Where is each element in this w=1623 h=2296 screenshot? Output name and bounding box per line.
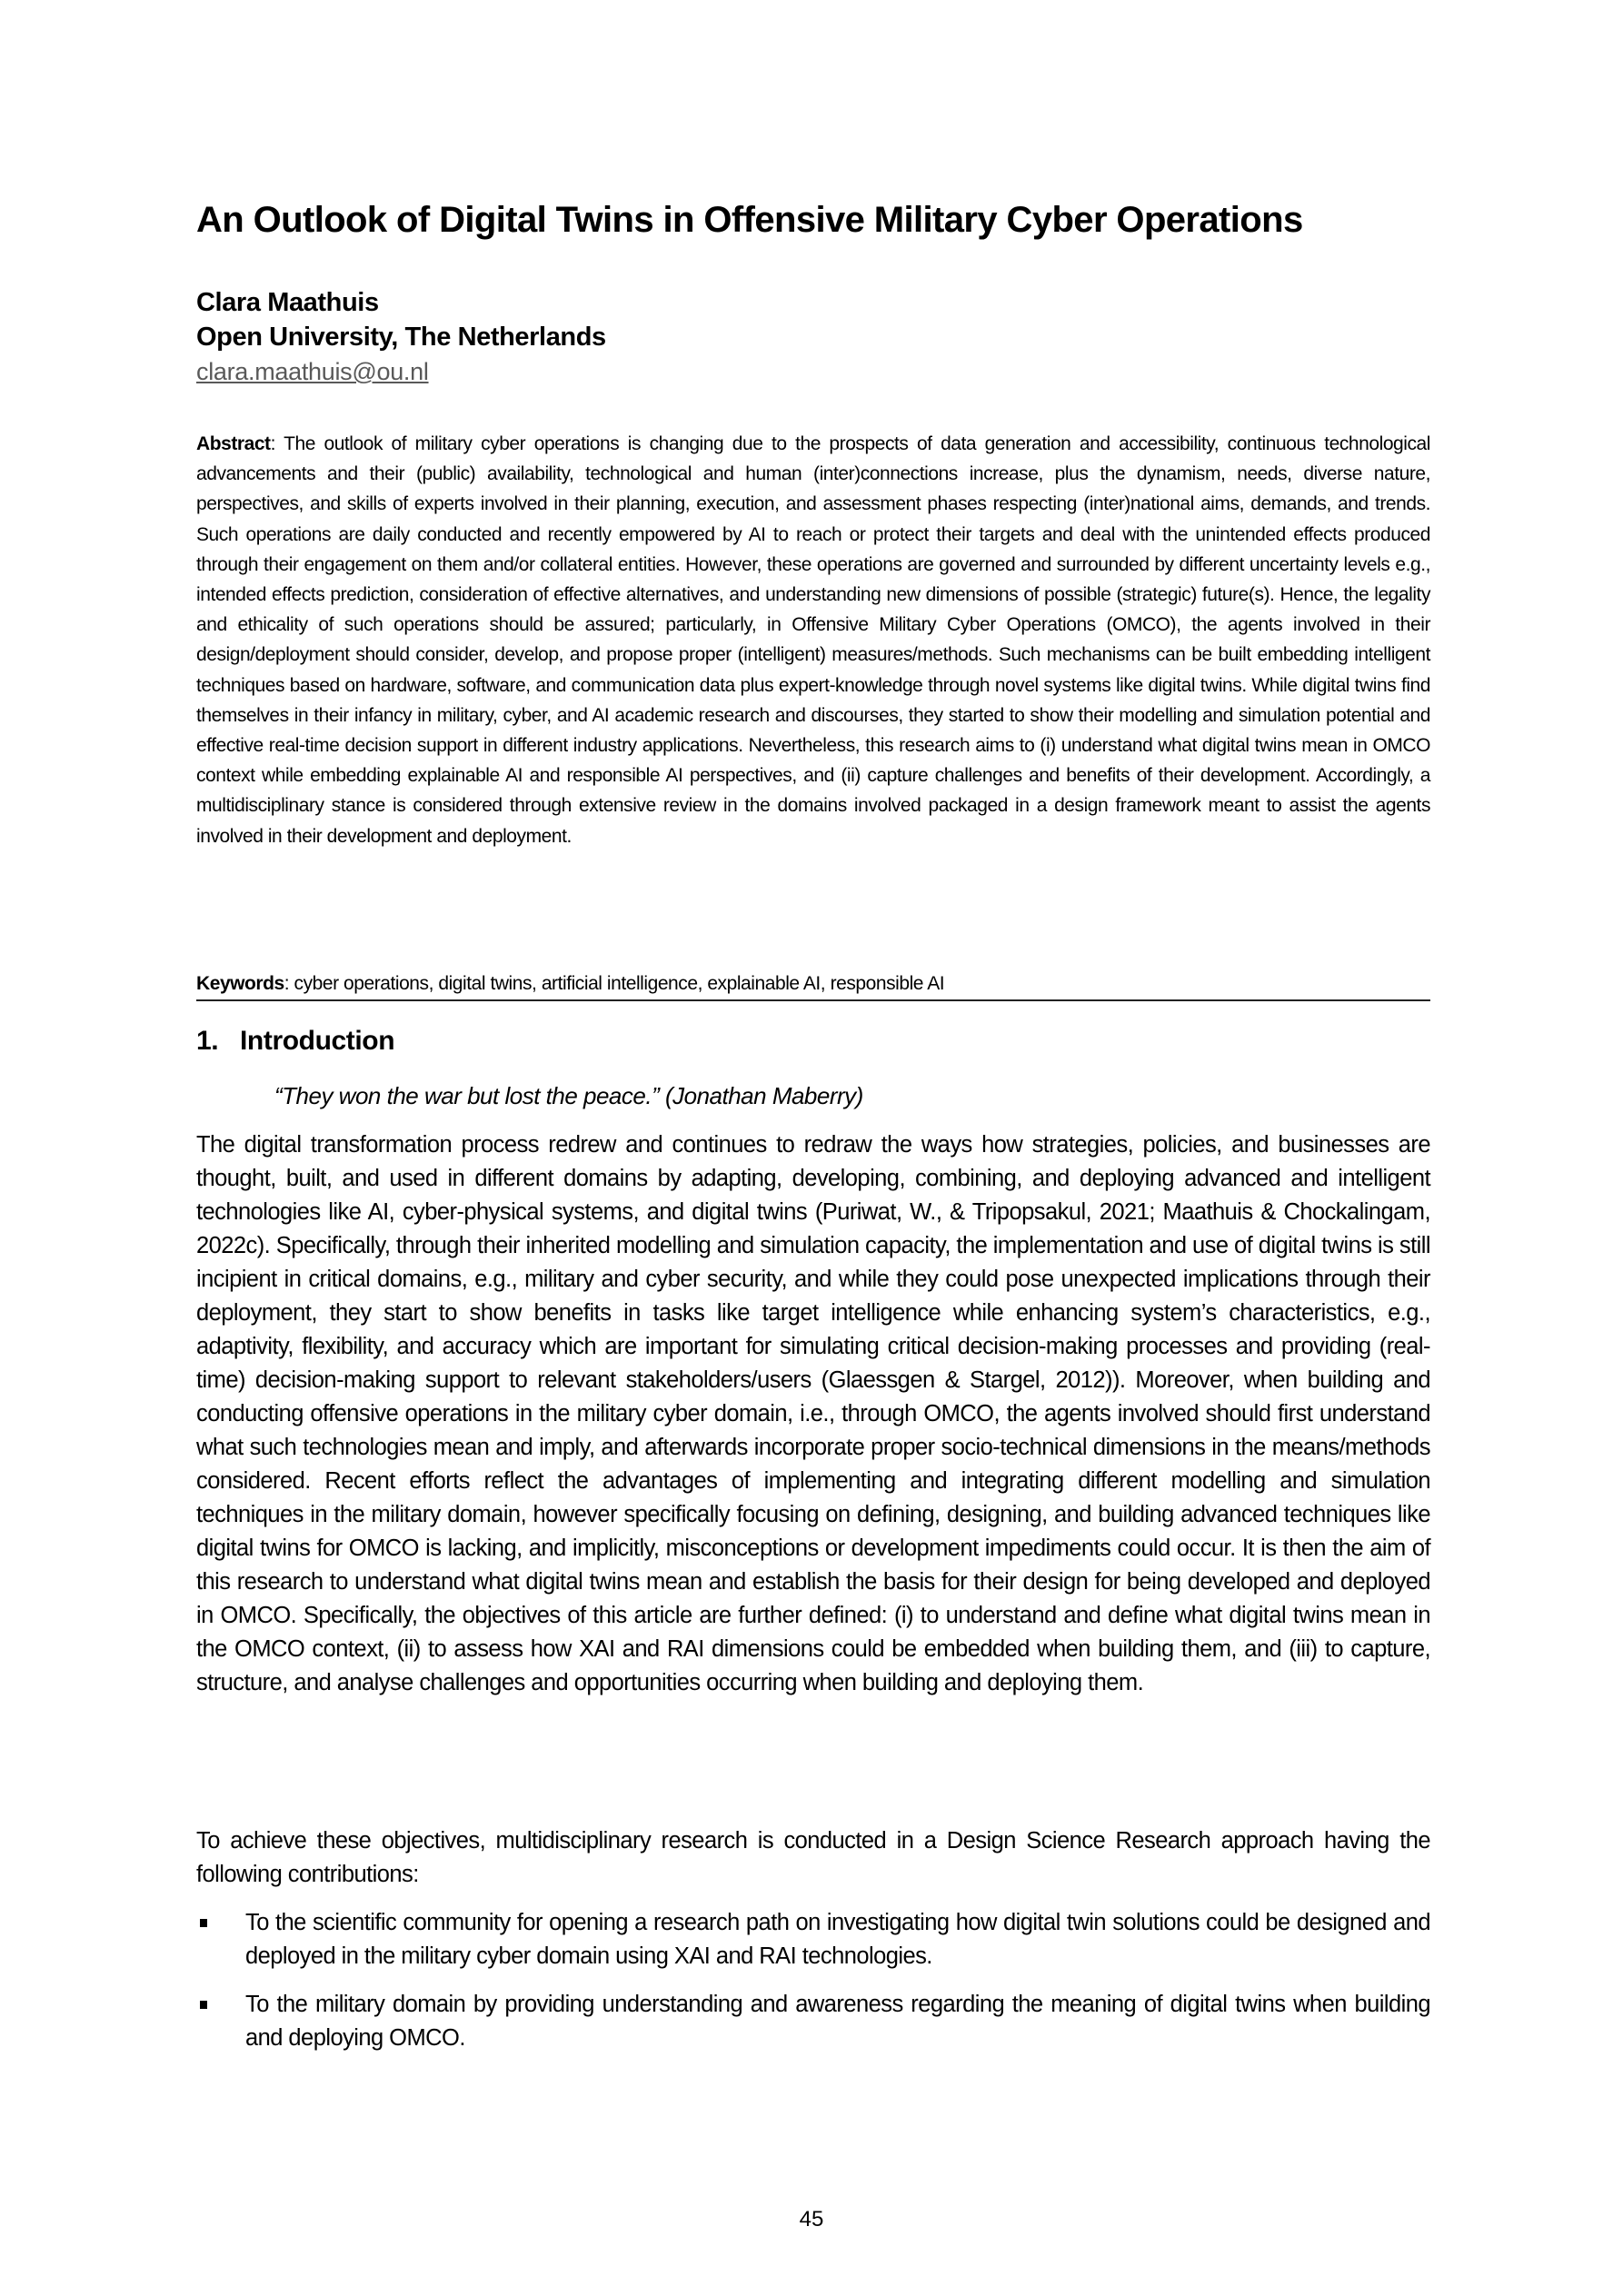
list-item (196, 1906, 1430, 1973)
keywords-text: : cyber operations, digital twins, artificial intelligence, explainable AI, responsible AI (284, 973, 945, 994)
abstract-text: : The outlook of military cyber operations is changing due to the prospects of data generation and accessibility, continuous technological advancements and their (public) availability, technological and human (inter)connections increase, plus the dynamism, needs, diverse nature, perspectives, and skills of experts involved in their planning, execution, and assessment phases respecting (inter)national aims, demands, and trends. Such operations are daily conducted and recently empowered by AI to reach or protect their targets and deal with the unintended effects produced through their engagement on them and/or collateral entities. However, these operations are governed and surrounded by different uncertainty levels e.g., intended effects prediction, consideration of effective alternatives, and understanding new dimensions of possible (strategic) future(s). Hence, the legality and ethicality of such operations should be assured; particularly, in Offensive Military Cyber Operations (OMCO), the agents involved in their design/deployment should consider, develop, and propose proper (intelligent) measures/methods. Such mechanisms can be built embedding intelligent techniques based on hardware, software, and communication data plus expert-knowledge through novel systems like digital twins. While digital twins find themselves in their infancy in military, cyber, and AI academic research and discourses, they started to show their modelling and simulation potential and effective real-time decision support in different industry applications. Nevertheless, this research aims to (i) understand what digital twins mean in OMCO context while embedding explainable AI and responsible AI perspectives, and (ii) capture challenges and benefits of their development. Accordingly, a multidisciplinary stance is considered through extensive review in the domains involved packaged in a design framework meant to assist the agents involved in their development and deployment. (196, 433, 1430, 847)
author-name: Clara Maathuis (196, 288, 379, 317)
contribution-text: To the scientific community for opening a research path on investigating how digital twin solutions could be designed and deployed in the military cyber domain using XAI and RAI technologies. (245, 1910, 1430, 1969)
section-heading-introduction (196, 1023, 394, 1059)
square-bullet-icon (200, 1919, 207, 1927)
abstract-label: Abstract (196, 433, 271, 454)
square-bullet-icon (200, 2001, 207, 2009)
list-item (196, 1988, 1430, 2055)
section-title: Introduction (240, 1026, 395, 1056)
contributions-list (196, 1906, 1430, 2070)
intro-paragraph-1: The digital transformation process redrew and continues to redraw the ways how strategies, policies, and businesses are thought, built, and used in different domains by adapting, developing, combining, and deploying advanced and intelligent technologies like AI, cyber-physical systems, and digital twins (Puriwat, W., & Tripopsakul, 2021; Maathuis & Chockalingam, 2022c). Specifically, through their inherited modelling and simulation capacity, the implementation and use of digital twins is still incipient in critical domains, e.g., military and cyber security, and while they could pose unexpected implications through their deployment, they start to show benefits in tasks like target intelligence while enhancing system’s characteristics, e.g., adaptivity, flexibility, and accuracy which are important for simulating critical decision-making processes and providing (real-time) decision-making support to relevant stakeholders/users (Glaessgen & Stargel, 2012)). Moreover, when building and conducting offensive operations in the military cyber domain, i.e., through OMCO, the agents involved should first understand what such technologies mean and imply, and afterwards incorporate proper socio-technical dimensions in the means/methods considered. Recent efforts reflect the advantages of implementing and integrating different modelling and simulation techniques in the military domain, however specifically focusing on defining, designing, and building advanced techniques like digital twins for OMCO is lacking, and implicitly, misconceptions or development impediments could occur. It is then the aim of this research to understand what digital twins mean and establish the basis for their design for being developed and deployed in OMCO. Specifically, the objectives of this article are further defined: (i) to understand and define what digital twins mean in the OMCO context, (ii) to assess how XAI and RAI dimensions could be embedded when building them, and (iii) to capture, structure, and analyse challenges and opportunities occurring when building and deploying them. (196, 1132, 1430, 1695)
author-affiliation: Open University, The Netherlands (196, 323, 606, 352)
intro-paragraph-2: To achieve these objectives, multidisciplinary research is conducted in a Design Science Research approach having the following contributions: (196, 1828, 1430, 1887)
page-number: 45 (799, 2207, 824, 2231)
keywords-label: Keywords (196, 973, 284, 994)
author-email-link[interactable]: clara.maathuis@ou.nl (196, 358, 429, 385)
abstract (196, 429, 1430, 851)
keywords (196, 970, 1430, 1001)
paper-title: An Outlook of Digital Twins in Offensive Military Cyber Operations (196, 200, 1303, 240)
contribution-text: To the military domain by providing understanding and awareness regarding the meaning of digital twins when building and deploying OMCO. (245, 1992, 1430, 2051)
epigraph-quote: “They won the war but lost the peace.” (Jonathan Maberry) (274, 1082, 863, 1109)
section-number: 1. (196, 1026, 219, 1056)
